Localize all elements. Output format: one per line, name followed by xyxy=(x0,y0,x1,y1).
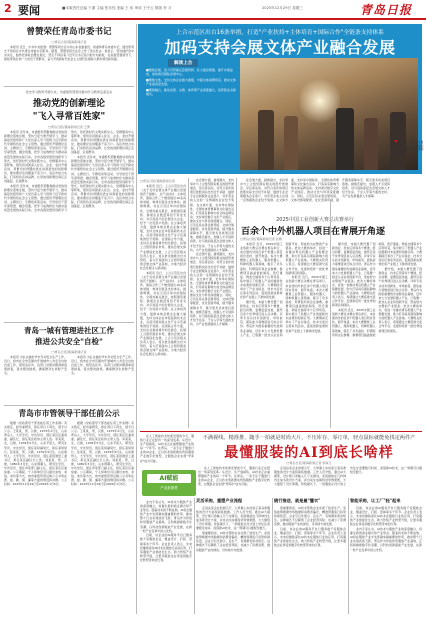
banner-headline: 加码支持会展文体产业融合发展 xyxy=(164,38,396,57)
divider xyxy=(4,86,134,87)
feature-subtitle: 不满视线、精准推、随手一拍就是时尚大片，不压库存、零订单，轻点鼠标就能免找定两件产 xyxy=(202,435,416,441)
banner-tag: 解读上合 xyxy=(168,59,198,67)
conference-byline: □青岛日报/观海新闻记者 张帆 xyxy=(240,237,283,241)
feature-banner xyxy=(138,24,422,174)
badge-title: AI赋能 xyxy=(147,474,191,483)
page-header xyxy=(0,0,426,20)
conference-top-text xyxy=(240,178,390,214)
badge-subtitle: 产业新图景 xyxy=(160,486,178,490)
newspaper-logo: 青岛日报 xyxy=(360,3,413,17)
feature-subhead: 随行推送，就是最"懂衣" xyxy=(274,498,321,503)
article-byline: □青岛日报/观海新闻记者 xyxy=(140,179,175,183)
feature-col2 xyxy=(196,496,270,614)
column-divider xyxy=(330,200,331,428)
article-body: 目前，该企业的AI服务平台已服务数千家服装企业，覆盖设计、打版、营销等多个环节。企业负责人表示，未来将继续深化AI技术在服装行业的应用，打造服装产业智能化生态，助力传统产业转型升级，让更多服装企业享受到数字化转型带来的红利。 业内专家认为，AI技术与服装产业的深度融合，将催生新的商业模式和产业形态。随着技术的不断成熟，AI将在服装产业中发挥越来越重要的作用，推动整个行业实现质的飞跃。青岛作为传统纺织服装产业基地，正积极拥抱数字化浪潮，以科技创新赋能产业发展，在新一轮产业变革中抢占先机。 xyxy=(350,506,422,552)
feature-lead xyxy=(198,466,422,492)
page-number: 2 xyxy=(4,2,12,15)
article-body: 在人工智能技术快速发展的今天，服装行业正在经历一场深刻变革。从设计、生产到销售，AI技术正在重塑服装产业的每一个环节。在青岛，一家专注于服装行业的AI企业，正以技术创新推动传统服装产业数字化转型，让服装企业实现"零库存"成为可能。 xyxy=(140,434,194,463)
abstract-item: ■聚焦文体，支持文体企业做大做强，丰富文体消费场景，推动文体产业高质量发展。 xyxy=(146,78,236,87)
article-body: 本报讯 近年来，市委组织部聚焦推动党的创新理论落地生根，坚持分层分类开展学习，推动基层党组织和广大党员深入学习贯彻习近平新时代中国特色社会主义思想。通过组织开展理论宣讲、主题党日、专题培训等活动，引导党员干部学深悟透、融会贯通，把学习成效转化为推动高质量发展的实际行动。全市各级党组织创新学习形式，依托新时代文明实践中心、党群服务中心等阵地，组织宣讲团深入社区、企业、农村开展宣讲，用群众听得懂的语言讲清楚党的创新理论，推动理论宣讲覆盖千家万户。各区市结合实际，打造特色宣讲品牌，让党的创新理论真正走进基层、走进群众。 本报讯 近年来，市委组织部聚焦推动党的创新理论落地生根，坚持分层分类开展学习，推动基层党组织和广大党员深入学习贯彻习近平新时代中国特色社会主义思想。通过组织开展理论宣讲、主题党日、专题培训等活动，引导党员干部学深悟透、融会贯通，把学习成效转化为推动高质量发展的实际行动。全市各级党组织创新学习形式，依托新时代文明实践中心、党群服务中心等阵地，组织宣讲团深入社区、企业、农村开展宣讲，用群众听得懂的语言讲清楚党的创新理论，推动理论宣讲覆盖千家万户。各区市结合实际，打造特色宣讲品牌，让党的创新理论真正走进基层、走进群众。 本报讯 近年来，市委组织部聚焦推动党的创新理论落地生根，坚持分层分类开展学习，推动基层党组织和广大党员深入学习贯彻习近平新时代中国特色社会主义思想。通过组织开展理论宣讲、主题党日、专题培训等活动，引导党员干部学深悟透、融会贯通，把学习成效转化为推动高质量发展的实际行动。全市各级党组织创新学习形式，依托新时代文明实践中心、党群服务中心等阵地，组织宣讲团深入社区、企业、农村开展宣讲，用群众听得懂的语言讲清楚党的创新理论，推动理论宣讲覆盖千家万户。各区市结合实际，打造特色宣讲品牌，让党的创新理论真正走进基层、走进群众。 xyxy=(4,130,134,213)
article-conference-col1 xyxy=(240,242,328,428)
divider xyxy=(4,322,134,323)
article-body: 在人工智能技术快速发展的今天，服装行业正在经历一场深刻变革。从设计、生产到销售，AI技术正在重塑服装产业的每一个环节。在青岛，一家专注于服装行业的AI企业，正以技术创新推动传统服装产业数字化转型，让服装企业实现"零库存"成为可能。 走进这家企业的展示厅，大屏幕上实时显示着各类服装的设计方案和销售数据。工作人员介绍，通过AI大模型，设计师只需输入几个关键词，系统就能在几秒钟内生成多款设计方案，并自动生成模特试穿效果图，大大缩短了设计周期。传统模式下，一款服装从设计到上市往往需要数月时间，而借助AI技术，这一周期可以缩短至数天。 xyxy=(198,466,422,487)
feature-col4 xyxy=(350,496,422,614)
article-title: 推动党的创新理论 xyxy=(32,99,105,109)
feature-headline: 最懂服装的AI到底长啥样 xyxy=(224,445,394,461)
conference-title: 百余个中外机器人项目在青展开角逐 xyxy=(240,227,385,237)
article-body: 本报讯 近日，中共中央批准：曾赞荣同志任中共山东省委委员、常委和青岛市委书记；陆治原同志不再担任中共青岛市委书记职务。据悉，曾赞荣同志在会上作了表态发言。他表示，坚决拥护党中央决定，始终把讲政治摆在首位，坚定不移沿着习近平总书记指引的方向前进，在省委坚强领导下，团结带领全市广大党员干部群众，奋力开创新时代社会主义现代化国际大都市建设新局面。 xyxy=(4,45,134,62)
section-name: 要闻 xyxy=(18,4,40,17)
column-divider xyxy=(136,24,137,614)
column-divider xyxy=(272,498,273,614)
article-body: 本报讯 为扎实做好岁末年初安全生产工作，近日，我市在全市范围内开展城市公共安全自检自查工作，组织各区市、各部门对照问题清单逐项排查，落实整改措施，确保群众生命财产安全。 本报讯 为扎实做好岁末年初安全生产工作，近日，我市在全市范围内开展城市公共安全自检自查工作，组织各区市、各部门对照问题清单逐项排查，落实整改措施，确保群众生命财产安全。 xyxy=(4,355,134,376)
abstract-item: ■聚焦会展，着力引育重点会展机构、壮大展会规模、提升办展品质，加快建设国际会展中心。 xyxy=(146,68,233,77)
column-divider xyxy=(188,178,189,428)
banner-abstract xyxy=(146,68,236,170)
divider xyxy=(4,405,134,406)
article-safety xyxy=(4,325,134,403)
section-divider xyxy=(140,431,422,432)
article-body: 更重要的是，AI技术帮助企业实现了按需生产。系统能够根据市场数据和消费者偏好，精准预测流行趋势和销售量，企业可以先展示、后生产，有效避免库存积压。这种模式不仅降低了企业经营风险，也减少了资源浪费，推动服装产业向绿色、可持续方向发展。 目前，该企业的AI服务平台已服务数千家服装企业，覆盖设计、打版、营销等多个环节。企业负责人表示，未来将继续深化AI技术在服装行业的应用，打造服装产业智能化生态，助力传统产业转型升级，让更多服装企业享受到数字化转型带来的红利。 xyxy=(274,506,346,548)
article-sco-col2 xyxy=(190,178,234,428)
feature-subhead: 智能采购，让工厂"轻"起来 xyxy=(350,498,401,503)
article-body: 本报讯 近日，2025中国工业创新大赛总决赛在青岛举行，来自国内外的百余个机器人项目同台竞技、展开角逐。本次大赛聚焦工业机器人、服务机器人、特种机器人等领域，吸引了众多高校、科研院所和企业参赛。参赛项目涵盖智能制造、医疗康复、物流仓储等多个应用场景，集中展示了机器人产业的最新技术成果和创新应用。大赛期间还举办了产业对接会、技术交流论坛等系列活动，促进创新成果转化和产业链上下游协同发展。 据介绍，本届大赛设置了创新创业、技术应用等多个赛道，经过初赛、复赛层层选拔，最终百余个优秀项目进入总决赛。评审专家从技术创新性、市场前景、团队能力等维度进行综合评价。青岛作为国家重要的先进制造业基地，近年来大力发展机器人产业，已集聚一批龙头企业和创新平台，形成较为完整的产业链条。此次大赛的举办，将进一步推动青岛机器人产业集聚发展，助力打造具有国际影响力的机器人产业高地。大赛相关负责人表示，希望通过大赛搭建交流合作平台，发现和培育一批优秀创新项目和团队。 本报讯 近日，2025中国工业创新大赛总决赛在青岛举行，来自国内外的百余个机器人项目同台竞技、展开角逐。本次大赛聚焦工业机器人、服务机器人、特种机器人等领域，吸引了众多高校、科研院所和企业参赛。参赛项目涵盖智能制造、医疗康复、物流仓储等多个应用场景，集中展示了机器人产业的最新技术成果和创新应用。大赛期间还举办了产业对接会、技术交流论坛等系列活动，促进创新成果转化和产业链上下游协同发展。 xyxy=(240,242,328,337)
article-notice xyxy=(4,408,134,614)
issue-date: 2025年12月29日 星期三 xyxy=(262,6,303,10)
article-theory xyxy=(4,89,134,319)
article-byline: □青岛日报/观海新闻记者 xyxy=(51,349,87,354)
article-body: 本报讯 近日，上合示范区出台《关于支持会展文体产业融合发展的若干措施》，从产业扶持、主体培育、国际合作三个维度提出16条具体举措，构建全链条支持体系。措施明确，对在示范区举办的国际性、全国性重点展会，按照展览面积、参展企业数量等给予资金支持；对引进落户的会展龙头企业，给予一次性落户奖励。在主体培育方面，鼓励本地会展企业做大做强，支持文体企业申报高新技术企业，对获评国家级文化产业示范基地的给予奖励。在国际合作方面，支持企业参加境外知名展会，拓展上合组织国家市场，推动会展文体产业国际化发展。上合示范区相关负责人表示，将以此次措施出台为契机，着力打造面向上合组织国家的会展文体产业高地，为地方经济社会发展注入新动能。 本报讯 近日，上合示范区出台《关于支持会展文体产业融合发展的若干措施》，从产业扶持、主体培育、国际合作三个维度提出16条具体举措，构建全链条支持体系。措施明确，对在示范区举办的国际性、全国性重点展会，按照展览面积、参展企业数量等给予资金支持；对引进落户的会展龙头企业，给予一次性落户奖励。在主体培育方面，鼓励本地会展企业做大做强，支持文体企业申报高新技术企业，对获评国家级文化产业示范基地的给予奖励。在国际合作方面，支持企业参加境外知名展会，拓展上合组织国家市场，推动会展文体产业国际化发展。上合示范区相关负责人表示，将以此次措施出台为契机，着力打造面向上合组织国家的会展文体产业高地，为地方经济社会发展注入新动能。 xyxy=(140,184,186,357)
article-title: 曾赞荣任青岛市委书记 xyxy=(26,27,112,37)
article-conference-col2 xyxy=(332,242,422,428)
article-body: 在会展方面，措施提出，支持举办与上合组织国家相关的经贸类展会、论坛等活动，对符合条件的项目按照实际支出给予补贴；鼓励专业会展服务企业落户，对年营业收入达到一定规模的企业给予奖励。在文体方面，支持举办国际性、全国性体育赛事和文化演出活动，打造具有影响力的文体品牌活动；支持建设数字文化产业园区，推动文化与科技深度融合。同时，示范区将完善会展场馆、文体设施等配套，优化营商环境，提升服务保障水平，吸引更多优质项目落地。措施还提出，加强人才引进和培养，对引进的高层次会展文体人才给予住房、子女入学等方面的支持，为产业发展提供人才保障。 xyxy=(240,178,390,203)
article-body: 据介绍，本届大赛设置了创新创业、技术应用等多个赛道，经过初赛、复赛层层选拔，最终百余个优秀项目进入总决赛。评审专家从技术创新性、市场前景、团队能力等维度进行综合评价。青岛作为国家重要的先进制造业基地，近年来大力发展机器人产业，已集聚一批龙头企业和创新平台，形成较为完整的产业链条。此次大赛的举办，将进一步推动青岛机器人产业集聚发展，助力打造具有国际影响力的机器人产业高地。大赛相关负责人表示，希望通过大赛搭建交流合作平台，发现和培育一批优秀创新项目和团队。 本报讯 近日，2025中国工业创新大赛总决赛在青岛举行，来自国内外的百余个机器人项目同台竞技、展开角逐。本次大赛聚焦工业机器人、服务机器人、特种机器人等领域，吸引了众多高校、科研院所和企业参赛。参赛项目涵盖智能制造、医疗康复、物流仓储等多个应用场景，集中展示了机器人产业的最新技术成果和创新应用。大赛期间还举办了产业对接会、技术交流论坛等系列活动，促进创新成果转化和产业链上下游协同发展。 据介绍，本届大赛设置了创新创业、技术应用等多个赛道，经过初赛、复赛层层选拔，最终百余个优秀项目进入总决赛。评审专家从技术创新性、市场前景、团队能力等维度进行综合评价。青岛作为国家重要的先进制造业基地，近年来大力发展机器人产业，已集聚一批龙头企业和创新平台，形成较为完整的产业链条。此次大赛的举办，将进一步推动青岛机器人产业集聚发展，助力打造具有国际影响力的机器人产业高地。大赛相关负责人表示，希望通过大赛搭建交流合作平台，发现和培育一批优秀创新项目和团队。 xyxy=(332,242,422,337)
column-divider xyxy=(236,178,237,428)
article-title: 青岛一城有管理进社区工作 xyxy=(24,326,114,335)
banner-subtitle: 上合示范区出台16条举措，打造"产业扶持+主体培育+国际合作"全链条支持体系 xyxy=(176,30,384,36)
article-title-line2: "飞入寻常百姓家" xyxy=(32,112,106,122)
article-body: 在会展方面，措施提出，支持举办与上合组织国家相关的经贸类展会、论坛等活动，对符合条件的项目按照实际支出给予补贴；鼓励专业会展服务企业落户，对年营业收入达到一定规模的企业给予奖励。在文体方面，支持举办国际性、全国性体育赛事和文化演出活动，打造具有影响力的文体品牌活动；支持建设数字文化产业园区，推动文化与科技深度融合。同时，示范区将完善会展场馆、文体设施等配套，优化营商环境，提升服务保障水平，吸引更多优质项目落地。措施还提出，加强人才引进和培养，对引进的高层次会展文体人才给予住房、子女入学等方面的支持，为产业发展提供人才保障。 在会展方面，措施提出，支持举办与上合组织国家相关的经贸类展会、论坛等活动，对符合条件的项目按照实际支出给予补贴；鼓励专业会展服务企业落户，对年营业收入达到一定规模的企业给予奖励。在文体方面，支持举办国际性、全国性体育赛事和文化演出活动，打造具有影响力的文体品牌活动；支持建设数字文化产业园区，推动文化与科技深度融合。同时，示范区将完善会展场馆、文体设施等配套，优化营商环境，提升服务保障水平，吸引更多优质项目落地。措施还提出，加强人才引进和培养，对引进的高层次会展文体人才给予住房、子女入学等方面的支持，为产业发展提供人才保障。 xyxy=(190,178,234,326)
feature-col3 xyxy=(274,496,346,614)
photo-caption: ▲ 近日，在第十九届上合示范区举办的某展会现场，参观者在展区体验数字化产品。 xyxy=(394,140,424,155)
article-title: 青岛市市管领导干部任前公示 xyxy=(18,409,120,418)
feature-byline: □青岛日报/观海新闻记者 李海玉 xyxy=(286,461,332,465)
article-body: 走进这家企业的展示厅，大屏幕上实时显示着各类服装的设计方案和销售数据。工作人员介绍，通过AI大模型，设计师只需输入几个关键词，系统就能在几秒钟内生成多款设计方案，并自动生成模特试穿效果图，大大缩短了设计周期。传统模式下，一款服装从设计到上市往往需要数月时间，而借助AI技术，这一周期可以缩短至数天。 更重要的是，AI技术帮助企业实现了按需生产。系统能够根据市场数据和消费者偏好，精准预测流行趋势和销售量，企业可以先展示、后生产，有效避免库存积压。这种模式不仅降低了企业经营风险，也减少了资源浪费，推动服装产业向绿色、可持续方向发展。 xyxy=(196,506,270,552)
feature-subhead: 灵活采购，重塑产业流程 xyxy=(196,498,243,503)
article-leadership xyxy=(4,24,134,84)
article-byline: □青岛日报/观海新闻记者 王勇 xyxy=(47,124,91,129)
article-sco-col1 xyxy=(140,178,186,428)
feature-col1 xyxy=(140,500,192,614)
column-divider xyxy=(348,498,349,614)
article-body: 业内专家认为，AI技术与服装产业的深度融合，将催生新的商业模式和产业形态。随着技术的不断成熟，AI将在服装产业中发挥越来越重要的作用，推动整个行业实现质的飞跃。青岛作为传统纺织服装产业基地，正积极拥抱数字化浪潮，以科技创新赋能产业发展，在新一轮产业变革中抢占先机。 目前，该企业的AI服务平台已服务数千家服装企业，覆盖设计、打版、营销等多个环节。企业负责人表示，未来将继续深化AI技术在服装行业的应用，打造服装产业智能化生态，助力传统产业转型升级，让更多服装企业享受到数字化转型带来的红利。 xyxy=(140,500,192,562)
abstract-item: ■聚焦融合，推动会展、文旅、体育等产业深度融合，培育新业态新模式。 xyxy=(146,88,236,97)
article-kicker: 党史学习教育开展以来，市委组织部坚持推动学习教育走深走实 xyxy=(25,90,113,94)
article-body: 根据《党政领导干部选拔任用工作条例》有关规定，经市委研究，拟任用以下同志，现予以公示。王某某，男，汉族，1975年2月生，山东青岛人，大学学历，中共党员，现任某区区委常委、副区长，拟任某区政协主席人选。李某某，女，汉族，1978年5月生，山东平度人，研究生学历，中共党员，现任某局副局长，拟任某局局长。张某某，男，汉族，1976年9月生，山东胶州人，大学学历，中共党员，现任某街道党工委书记，拟任某区副区长人选。刘某某，男，汉族，1980年3月生，山东即墨人，研究生学历，中共党员，现任市某部门副主任，拟任某区区委常委。公示期间，个人和单位可以通过来电、来信、来访等方式，向市委组织部反映公示对象在德、能、勤、绩、廉等方面的情况和问题。公示时间：2025年12月29日至2026年1月5日。 根据《党政领导干部选拔任用工作条例》有关规定，经市委研究，拟任用以下同志，现予以公示。王某某，男，汉族，1975年2月生，山东青岛人，大学学历，中共党员，现任某区区委常委、副区长，拟任某区政协主席人选。李某某，女，汉族，1978年5月生，山东平度人，研究生学历，中共党员，现任某局副局长，拟任某局局长。张某某，男，汉族，1976年9月生，山东胶州人，大学学历，中共党员，现任某街道党工委书记，拟任某区副区长人选。刘某某，男，汉族，1980年3月生，山东即墨人，研究生学历，中共党员，现任市某部门副主任，拟任某区区委常委。公示期间，个人和单位可以通过来电、来信、来访等方式，向市委组织部反映公示对象在德、能、勤、绩、廉等方面的情况和问题。公示时间：2025年12月29日至2026年1月5日。 xyxy=(4,421,134,487)
feature-intro-left xyxy=(140,434,194,468)
column-divider xyxy=(194,498,195,614)
conference-subtitle: 2025中国工业创新大赛总决赛举行 xyxy=(276,217,354,223)
article-title-line2: 推进公共安全"自检" xyxy=(35,337,103,346)
exhibition-photo xyxy=(240,58,418,170)
caption-marker-icon xyxy=(394,140,398,143)
article-byline: □青岛日报/观海新闻记者 xyxy=(51,39,87,44)
ai-section-badge xyxy=(142,470,196,496)
editor-meta: ■本版责任总编 于潇 主编 张乐钰 美编 王 伟 审读 王中云 排版 李 习 xyxy=(62,6,172,10)
